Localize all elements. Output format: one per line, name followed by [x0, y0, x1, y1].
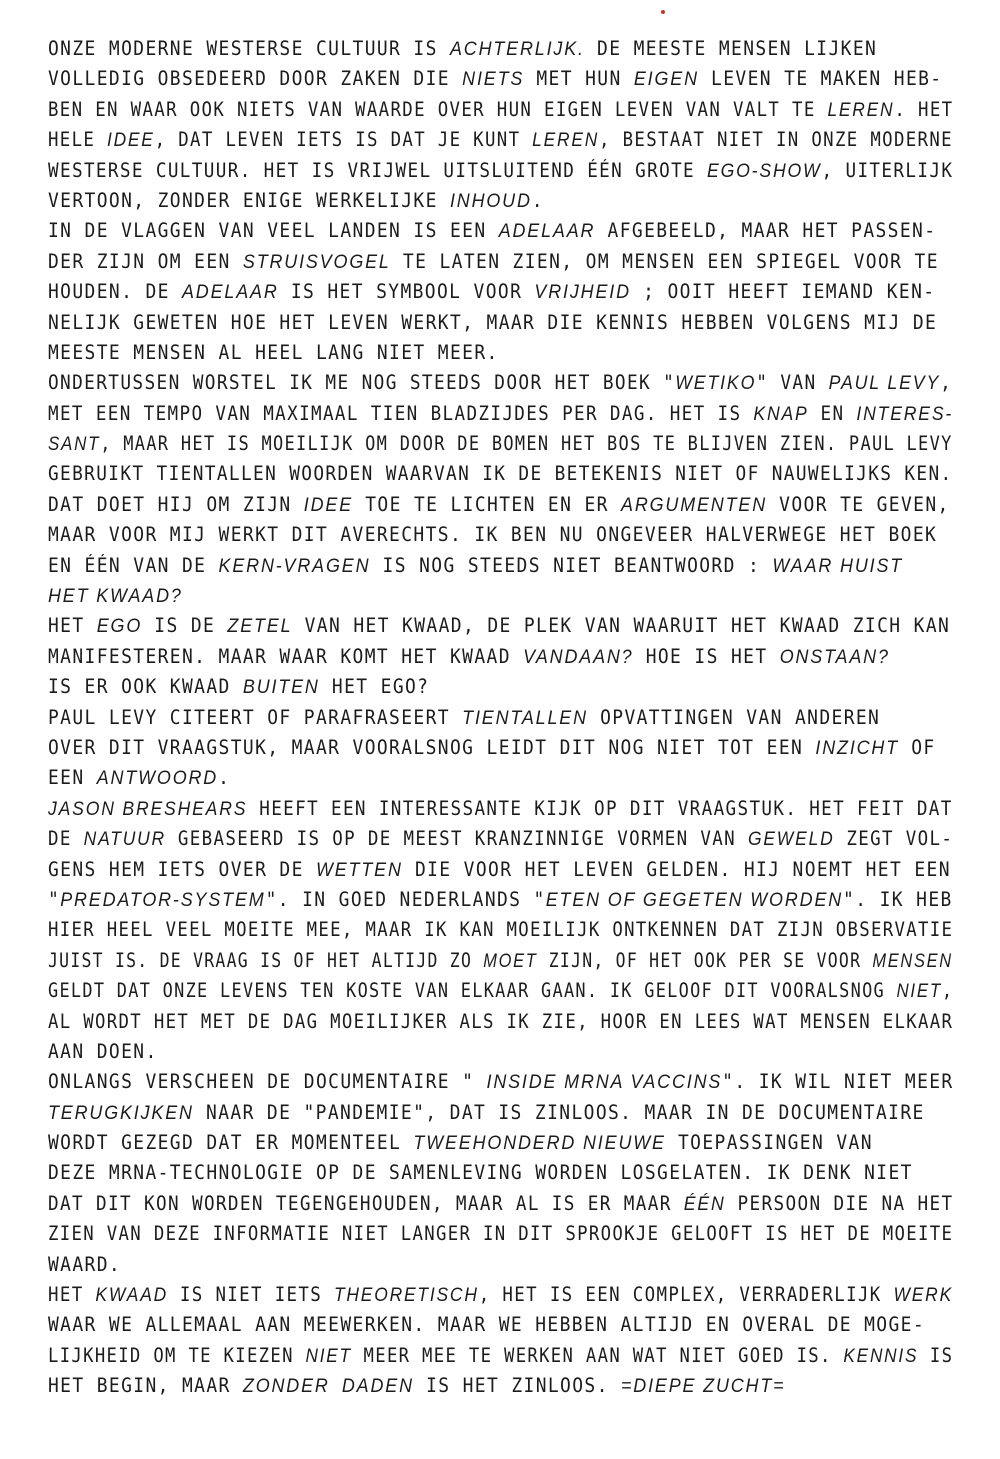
text-segment: MET HUN [524, 67, 634, 91]
text-segment: OVER DIT VRAAGSTUK, MAAR VOORALSNOG LEIDT DIT NOG NIET TOT EEN [48, 735, 816, 759]
text-line [48, 1341, 954, 1371]
emphasized-text: DADEN [341, 1375, 414, 1398]
text-line [48, 216, 937, 246]
text-segment: PERSOON DIE NA HET [725, 1191, 954, 1215]
text-segment: OPVATTINGEN VAN ANDEREN [587, 705, 881, 729]
text-segment: ZEGT VOL- [834, 827, 954, 851]
text-line [48, 824, 954, 854]
text-line [48, 794, 953, 824]
emphasized-text: MOET [483, 949, 538, 972]
handwritten-page [48, 34, 958, 1402]
text-segment: TE LATEN ZIEN, OM MENSEN EEN SPIEGEL VOOR TE [390, 249, 939, 273]
text-segment: HET [48, 614, 97, 638]
text-line [48, 125, 953, 155]
text-segment: EN ÉÉN VAN DE [48, 553, 219, 577]
text-segment: MEESTE MENSEN AL HEEL LANG NIET MEER. [48, 340, 499, 364]
text-segment: DER ZIJN OM EEN [48, 249, 243, 273]
text-line [48, 34, 885, 64]
text-line [48, 946, 953, 976]
text-line [48, 338, 885, 368]
emphasized-text: WETTEN [315, 858, 403, 881]
text-segment: OF [899, 735, 936, 759]
text-segment: GEBASEERD IS OP DE MEEST KRANZINNIGE VORMEN VAN [165, 827, 748, 851]
emphasized-text: ZONDER [242, 1375, 330, 1398]
text-line [48, 1189, 954, 1219]
text-line [48, 399, 954, 429]
emphasized-text: WETIKO [675, 372, 757, 395]
text-segment: DIE VOOR HET LEVEN GELDEN. HIJ NOEMT HET EEN [402, 857, 951, 881]
text-segment: HET EGO? [319, 675, 430, 699]
text-segment: VAN HET KWAAD, DE PLEK VAN WAARUIT HET KWAAD ZICH KAN [292, 614, 951, 638]
text-segment: " VAN [756, 371, 829, 395]
text-segment: NELIJK GEWETEN HOE HET LEVEN WERKT, MAAR DIE KENNIS HEBBEN VOLGENS MIJ DE [48, 310, 938, 334]
text-segment: WAAR WE ALLEMAAL AAN MEEWERKEN. MAAR WE HEBBEN ALTIJD EN OVERAL DE MOGE- [48, 1313, 926, 1337]
text-segment: IS HET ZINLOOS. [413, 1374, 621, 1398]
text-segment: . HET [894, 97, 954, 121]
emphasized-text: JASON BRESHEARS [48, 797, 248, 820]
text-segment: ; OOIT HEEFT IEMAND KEN- [630, 280, 936, 304]
emphasized-text: ANTWOORD [96, 767, 219, 790]
emphasized-text: INHOUD [449, 189, 532, 212]
text-segment: LIJKHEID OM TE KIEZEN [48, 1343, 306, 1367]
text-segment: NAAR DE "PANDEMIE", DAT IS ZINLOOS. MAAR IN DE DOCUMENTAIRE [193, 1100, 925, 1124]
emphasized-text: HET KWAAD? [48, 585, 183, 608]
text-segment: IS NIET IETS [168, 1283, 334, 1307]
text-segment: , HET IS EEN COMPLEX, VERRADERLIJK [478, 1283, 894, 1307]
text-segment: DEZE MRNA-TECHNOLOGIE OP DE SAMENLEVING WORDEN LOSGELATEN. IK DENK NIET [48, 1161, 913, 1185]
text-segment: , UITERLIJK [821, 158, 954, 182]
text-segment: GELDT DAT ONZE LEVENS TEN KOSTE VAN ELKAAR GAAN. IK GELOOF DIT VOORALSNOG [48, 979, 897, 1003]
text-line [48, 915, 954, 945]
emphasized-text: KENNIS [843, 1344, 919, 1367]
emphasized-text: EGO [96, 615, 143, 638]
text-segment: IS ER OOK KWAAD [48, 675, 243, 699]
text-line [48, 368, 953, 398]
text-segment: VOLLEDIG OBSEDEERD DOOR ZAKEN DIE [48, 67, 463, 91]
text-segment: IS NOG STEEDS NIET BEANTWOORD : [370, 553, 773, 577]
text-segment: , DAT LEVEN IETS IS DAT JE KUNT [154, 128, 533, 152]
emphasized-text: TWEEHONDERD NIEUWE [413, 1132, 666, 1155]
text-segment: , MAAR HET IS MOEILIJK OM DOOR DE BOMEN HET BOS TE BLIJVEN ZIEN. PAUL LEVY [100, 432, 953, 456]
emphasized-text: TIENTALLEN [462, 706, 588, 729]
text-segment: ZIEN VAN DEZE INFORMATIE NIET LANGER IN DIT SPROOKJE GELOOFT IS HET DE MOEITE [48, 1222, 954, 1246]
emphasized-text: INTERES- [856, 402, 954, 425]
text-segment: HOE IS HET [633, 644, 780, 668]
text-segment: ONLANGS VERSCHEEN DE DOCUMENTAIRE " [48, 1070, 487, 1094]
text-segment: ONDERTUSSEN WORSTEL IK ME NOG STEEDS DOOR HET BOEK " [48, 371, 676, 395]
emphasized-text: KNAP [753, 402, 809, 425]
text-line [48, 763, 885, 793]
emphasized-text: NIETS [462, 68, 525, 91]
text-segment: DAT DOET HIJ OM ZIJN [48, 492, 304, 516]
text-segment: , [941, 979, 954, 1003]
text-line [48, 95, 954, 125]
text-segment: DE MEESTE MENSEN LIJKEN [584, 37, 878, 60]
text-line [48, 459, 953, 489]
text-segment: HEEFT EEN INTERESSANTE KIJK OP DIT VRAAGSTUK. HET FEIT DAT [247, 796, 953, 820]
text-segment: LEVEN TE MAKEN HEB- [698, 67, 943, 91]
emphasized-text: EGO-SHOW [707, 159, 822, 182]
text-line [48, 1310, 926, 1340]
emphasized-text: GEWELD [747, 828, 835, 851]
text-line [48, 1158, 913, 1188]
text-segment: MEER MEE TE WERKEN AAN WAT NIET GOED IS. [351, 1343, 844, 1367]
text-line [48, 1219, 954, 1249]
emphasized-text: IDEE [106, 129, 155, 152]
text-line [48, 1098, 925, 1128]
text-segment: ". IK WIL NIET MEER [722, 1070, 954, 1094]
text-segment: DAT DIT KON WORDEN TEGENGEHOUDEN, MAAR AL IS ER MAAR [48, 1191, 684, 1215]
text-segment: EEN [48, 766, 97, 790]
text-line [48, 733, 936, 763]
text-segment: . [531, 188, 544, 212]
emphasized-text: =DIEPE ZUCHT= [620, 1375, 786, 1398]
text-segment: HIER HEEL VEEL MOEITE MEE, MAAR IK KAN MOEILIJK ONTKENNEN DAT ZIJN OBSERVATIE [48, 918, 954, 942]
text-segment: TOEPASSINGEN VAN [665, 1131, 873, 1155]
text-segment: TOE TE LICHTEN EN ER [353, 492, 622, 516]
text-segment: EN [808, 401, 857, 425]
text-line [48, 672, 885, 702]
emphasized-text: WAAR HUIST [772, 554, 904, 577]
text-line [48, 976, 954, 1006]
text-segment: IS [918, 1343, 954, 1367]
text-segment: ONZE MODERNE WESTERSE CULTUUR IS [48, 37, 450, 60]
emphasized-text: ADELAAR [498, 220, 596, 243]
text-segment: AAN DOEN. [48, 1039, 158, 1063]
emphasized-text: VRIJHEID [534, 281, 631, 304]
emphasized-text: LEREN [827, 98, 895, 121]
emphasized-text: ÉÉN [683, 1192, 726, 1215]
text-segment: MAAR VOOR MIJ WERKT DIT AVERECHTS. IK BEN NU ONGEVEER HALVERWEGE HET BOEK [48, 523, 938, 547]
text-line [48, 855, 951, 885]
emphasized-text: TERUGKIJKEN [48, 1101, 194, 1124]
emphasized-text: IDEE [303, 493, 354, 516]
text-segment: IS HET SYMBOOL VOOR [278, 280, 535, 304]
emphasized-text: LEREN [532, 129, 600, 152]
emphasized-text: SANT [48, 433, 101, 456]
text-line [48, 429, 953, 459]
emphasized-text: NIET [305, 1344, 352, 1367]
emphasized-text: ZETEL [227, 615, 293, 638]
emphasized-text: THEORETISCH [333, 1284, 479, 1307]
text-line [48, 490, 950, 520]
emphasized-text: ARGUMENTEN [621, 493, 767, 516]
text-segment: . [218, 766, 231, 790]
emphasized-text: ONSTAAN? [779, 645, 890, 668]
text-segment: WORDT GEZEGD DAT ER MOMENTEEL [48, 1131, 414, 1155]
text-segment: " [48, 887, 61, 911]
emphasized-text: EIGEN [633, 68, 699, 91]
text-segment: AFGEBEELD, MAAR HET PASSEN- [595, 219, 937, 243]
text-line [48, 1007, 954, 1037]
text-segment: DE [48, 827, 84, 851]
text-line [48, 703, 885, 733]
text-line [48, 551, 904, 581]
text-line [48, 1371, 885, 1401]
text-segment: HELE [48, 128, 107, 152]
text-segment: , [940, 371, 953, 395]
text-line [48, 581, 885, 611]
emphasized-text: INZICHT [815, 736, 900, 759]
text-line [48, 520, 938, 550]
text-line [48, 1280, 953, 1310]
text-line [48, 1067, 954, 1097]
text-segment: JUIST IS. DE VRAAG IS OF HET ALTIJD ZO [48, 948, 484, 972]
text-segment [330, 1374, 342, 1397]
text-segment: HOUDEN. DE [48, 280, 182, 304]
emphasized-text: STRUISVOGEL [242, 250, 391, 273]
emphasized-text: ETEN OF GEGETEN WORDEN [545, 888, 844, 911]
text-segment: IS DE [142, 614, 228, 638]
text-segment: ZIJN, OF HET OOK PER SE VOOR [537, 948, 873, 972]
text-line [48, 247, 939, 277]
text-line [48, 885, 953, 915]
text-line [48, 642, 890, 672]
text-segment: HET BEGIN, MAAR [48, 1374, 243, 1398]
emphasized-text: MENSEN [872, 949, 953, 972]
text-segment: IN DE VLAGGEN VAN VEEL LANDEN IS EEN [48, 219, 499, 243]
emphasized-text: ACHTERLIJK. [449, 38, 585, 60]
text-segment: , BESTAAT NIET IN ONZE MODERNE [599, 128, 953, 152]
text-line [48, 277, 936, 307]
text-segment: HET [48, 1283, 96, 1307]
emphasized-text: PREDATOR-SYSTEM [60, 888, 266, 911]
text-segment: MET EEN TEMPO VAN MAXIMAAL TIEN BLADZIJDES PER DAG. HET IS [48, 401, 754, 425]
text-segment: MANIFESTEREN. MAAR WAAR KOMT HET KWAAD [48, 644, 524, 668]
text-segment: BEN EN WAAR OOK NIETS VAN WAARDE OVER HUN EIGEN LEVEN VAN VALT TE [48, 97, 828, 121]
emphasized-text: KERN-VRAGEN [218, 554, 371, 577]
text-line [48, 308, 938, 338]
emphasized-text: VANDAAN? [523, 645, 634, 668]
text-segment: GEBRUIKT TIENTALLEN WOORDEN WAARVAN IK DE BETEKENIS NIET OF NAUWELIJKS KEN. [48, 462, 953, 486]
text-line [48, 156, 954, 186]
emphasized-text: WERK [893, 1284, 953, 1307]
text-line [48, 1128, 885, 1158]
emphasized-text: NATUUR [83, 828, 166, 851]
text-line [48, 1250, 885, 1280]
emphasized-text: BUITEN [242, 676, 320, 699]
text-segment: WAARD. [48, 1252, 122, 1276]
emphasized-text: PAUL LEVY [828, 372, 941, 395]
red-ink-dot [661, 10, 665, 14]
emphasized-text: ADELAAR [181, 281, 279, 304]
text-segment: VOOR TE GEVEN, [766, 492, 950, 516]
text-segment: WESTERSE CULTUUR. HET IS VRIJWEL UITSLUITEND ÉÉN GROTE [48, 158, 708, 182]
text-segment: ". IK HEB [843, 887, 953, 911]
text-line [48, 1037, 885, 1067]
text-line [48, 64, 943, 94]
text-segment: ". IN GOED NEDERLANDS " [265, 887, 546, 911]
text-segment: VERTOON, ZONDER ENIGE WERKELIJKE [48, 188, 450, 212]
text-segment: GENS HEM IETS OVER DE [48, 857, 316, 881]
text-line [48, 186, 885, 216]
emphasized-text: NIET [896, 980, 942, 1003]
text-segment: PAUL LEVY CITEERT OF PARAFRASEERT [48, 705, 463, 729]
emphasized-text: KWAAD [95, 1284, 169, 1307]
text-line [48, 611, 951, 641]
emphasized-text: INSIDE MRNA VACCINS [486, 1071, 723, 1094]
text-segment: AL WORDT HET MET DE DAG MOEILIJKER ALS IK ZIE, HOOR EN LEES WAT MENSEN ELKAAR [48, 1009, 954, 1033]
